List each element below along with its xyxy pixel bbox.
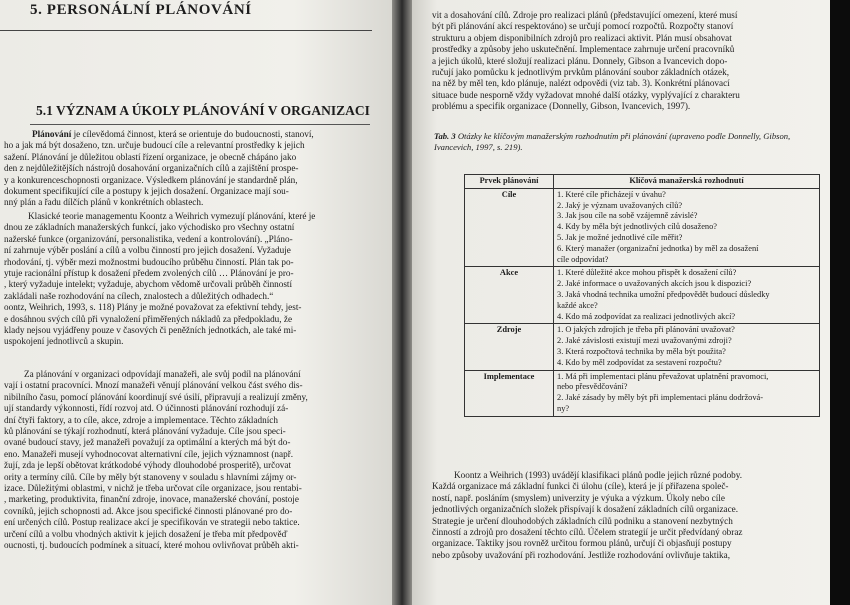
table-caption <box>434 131 814 153</box>
question: 3. Jak jsou cíle na sobě vzájemně závislé? <box>557 211 698 221</box>
question: 3. Jaká vhodná technika umožní předpovědět budoucí důsledky <box>557 289 770 299</box>
text-line: vit a dosahování cílů. Zdroje pro realizaci plánů (představující omezení, které musí <box>432 10 738 20</box>
text-line: klady nejsou vyjádřeny pouze v časových či peněžních jednotkách, ale také mi- <box>4 325 297 336</box>
text-line: zakládali naše rozhodování na cílech, znalostech a důležitých odhadech.“ <box>4 290 274 301</box>
text-line: Klasické teorie managementu Koontz a Weihrich vymezují plánování, které je <box>28 211 316 221</box>
text-line: covníků, jejich schopnosti ad. Akce jsou specifické činnosti plánované pro do- <box>4 505 293 516</box>
text-line: nný plán a řadu dílčích plánů v konkrétních oblastech. <box>4 197 204 208</box>
row-questions <box>554 188 820 267</box>
planning-questions-table <box>464 174 820 417</box>
text-line: Koontz a Weihrich (1993) uvádějí klasifikaci plánů podle jejich různé podoby. <box>454 470 743 480</box>
section-rule <box>30 124 370 125</box>
question: 4. Kdo má zodpovídat za realizaci jednotlivých akcí? <box>557 311 736 321</box>
text-line: dnou ze základních manažerských funkcí, jako východisko pro všechny ostatní <box>4 222 295 233</box>
text-line: , který vyžaduje intelekt; vyžaduje, abychom vědomě určovali průběh činností <box>4 279 293 290</box>
table-row <box>465 324 820 370</box>
left-page <box>0 0 392 605</box>
text-line: dokument specifikující cíle a postupy k jejich dosažení. Organizace mají sou- <box>4 186 289 197</box>
text-line: strukturu a objem disponibilních zdrojů pro realizaci aktivit. Plán musí obsahovat <box>432 32 732 43</box>
text-line: prostředky a způsoby jeho uskutečnění. Implementace zahrnuje určení pracovníků <box>432 44 735 55</box>
text-line: určení cílů a volbu vhodných aktivit k jejich dosažení je třeba mít předpověď <box>4 528 288 539</box>
question: 3. Která rozpočtová technika by měla být použita? <box>557 346 726 356</box>
chapter-rule <box>0 30 372 31</box>
row-element: Akce <box>465 267 554 324</box>
table-header-row <box>465 175 820 189</box>
text-line: y a konkurenceschopnosti organizace. Výsledkem plánování je standardně plán, <box>4 174 298 185</box>
text-line: , marketing, produktivita, finanční zdroje, inovace, manažerské chování, postoje <box>4 494 299 505</box>
text-line: být při plánování akcí respektováno) se určují pomocí rozpočtů. Rozpočty stanoví <box>432 21 734 32</box>
table-caption-label: Tab. 3 <box>434 131 456 141</box>
question: 6. Který manažer (organizační jednotka) by měl za dosažení <box>557 243 759 253</box>
text-line: sažení. Plánování je důležitou oblastí řízení organizace, je obecně chápáno jako <box>4 151 297 162</box>
question: nebo přesvědčování? <box>557 382 628 392</box>
question: cíle odpovídat? <box>557 254 609 264</box>
text-line: vají i ostatní pracovníci. Mnozí manažeři věnují plánování velkou část svého dis- <box>4 380 303 391</box>
row-element: Zdroje <box>465 324 554 370</box>
text-line: rhodování, tj. výběr mezi možnostmi budoucího průběhu činností. Plán tak po- <box>4 256 294 267</box>
text-line: ority a termíny cílů. Cíle by měly být stanoveny v souladu s hlavními zájmy or- <box>4 471 297 482</box>
question: 2. Jaké zásady by měly být při implementaci plánu dodržová- <box>557 393 764 403</box>
text-line: ení určených cílů. Postup realizace akcí je specifikován ve strategii nebo taktice. <box>4 517 300 528</box>
text-line: situace bude nesporně vždy vyžadovat mnohé další otázky, vyplývající z charakteru <box>432 89 740 100</box>
question: 1. Které cíle přicházejí v úvahu? <box>557 189 666 199</box>
text-line: žují, zda je lepší obětovat krátkodobé výhody dlouhodobé prosperitě), určovat <box>4 460 292 471</box>
question: 2. Jaký je význam uvažovaných cílů? <box>557 200 683 210</box>
table-header-element: Prvek plánování <box>465 175 554 189</box>
text-line: nebo způsoby uvažování při rozhodování. Jestliže rozhodování ovlivňuje taktika, <box>432 549 731 560</box>
text-line: nibilního času, pomocí plánování koordinují své úsilí, připravují a realizují změny, <box>4 391 308 402</box>
question: 4. Kdy by měla být jednotlivých cílů dosaženo? <box>557 222 718 232</box>
row-element: Cíle <box>465 188 554 267</box>
text-line: dní čtyři faktory, a to cíle, akce, zdroje a implementace. Těchto základních <box>4 414 278 425</box>
question: 1. Má při implementaci plánu převažovat uplatnění pravomoci, <box>557 371 769 381</box>
text-line: ho a jak má být dosaženo, tzn. určuje budoucí cíle a relevantní prostředky k jejich <box>4 140 305 151</box>
section-heading: 5.1 VÝZNAM A ÚKOLY PLÁNOVÁNÍ V ORGANIZACI <box>36 103 370 118</box>
text-line: organizace. Taktiky jsou rovněž určitou formou plánů, určují či objasňují postupy <box>432 538 732 549</box>
row-questions <box>554 267 820 324</box>
question: 5. Jak je možné jednotlivé cíle měřit? <box>557 232 683 242</box>
text-line: ní zahrnuje výběr poslání a cílů a volbu činností pro jejich dosažení. Vyžaduje <box>4 245 291 256</box>
chapter-heading: 5. PERSONÁLNÍ PLÁNOVÁNÍ <box>30 2 252 18</box>
text-line: činností a zdrojů pro dosažení těchto cílů. Účelem strategií je určit předvídaný obraz <box>432 527 743 538</box>
text-line: jednotlivých organizačních složek přispívají k dosažení základních cílů organizace. <box>432 504 739 515</box>
text-line: Plánování je cílevědomá činnost, která se orientuje do budoucnosti, stanoví, <box>32 129 314 139</box>
table-caption-text: Otázky ke klíčovým manažerským rozhodnutím při plánování (upraveno podle Donnelly, Gibson, Ivancevich, 1997, s. 219). <box>434 131 791 152</box>
intro-paragraph <box>432 10 820 113</box>
text-line: e dosáhnou svých cílů při vynaložení přiměřených nákladů za předpokladu, že <box>4 313 293 324</box>
row-questions <box>554 370 820 416</box>
question: 4. Kdo by měl zodpovídat za sestavení rozpočtu? <box>557 357 722 367</box>
question: ny? <box>557 403 570 413</box>
text-line: ují standardy výkonnosti, řídí rozvoj atd. O účinnosti plánování rozhodují zá- <box>4 403 289 414</box>
row-element: Implementace <box>465 370 554 416</box>
paragraph-3 <box>4 369 374 552</box>
table-header-decisions: Klíčová manažerská rozhodnutí <box>554 175 820 189</box>
table-row <box>465 370 820 416</box>
question: 1. O jakých zdrojích je třeba při plánování uvažovat? <box>557 325 735 335</box>
text-line: Strategie je určení dlouhodobých základních cílů podniku a stanovení nezbytných <box>432 515 733 526</box>
right-page <box>412 0 830 605</box>
text-line: ností, např. posláním (smyslem) univerzity je výuka a výzkum. Úkoly nebo cíle <box>432 492 725 503</box>
text-line: Za plánování v organizaci odpovídají manažeři, ale svůj podíl na plánování <box>24 369 301 379</box>
text-line: oontz, Weihrich, 1993, s. 118) Plány je možné považovat za efektivní tehdy, jest- <box>4 302 302 313</box>
closing-paragraph <box>432 470 820 561</box>
text-line: na něž by měl ten, kdo plánuje, nalézt odpovědi (viz tab. 3). Konkrétní plánovací <box>432 78 730 89</box>
question: 1. Které důležité akce mohou přispět k dosažení cílů? <box>557 268 737 278</box>
table-row <box>465 267 820 324</box>
text-line: ované budoucí stavy, jež manažeři považují za optimální a kterých má být do- <box>4 437 291 448</box>
text-line: den z nejdůležitějších nástrojů dosahování organizačních cílů a zajištění prospe- <box>4 163 299 174</box>
question: 2. Jaké informace o uvažovaných akcích jsou k dispozici? <box>557 279 752 289</box>
bold-term: Plánování <box>32 129 72 139</box>
text-line: oucnosti, tj. budoucích podmínek a situací, které mohou ovlivňovat průběh akti- <box>4 540 299 551</box>
table-row <box>465 188 820 267</box>
row-questions <box>554 324 820 370</box>
text-line: problému a specifik organizace (Donnelly, Gibson, Ivancevich, 1997). <box>432 101 691 112</box>
text-line: ručují jako pomůcku k jednotlivým prvkům plánování soubor základních otázek, <box>432 67 729 78</box>
text-line: a jejich úkolů, které složují realizaci plánu. Donnely, Gibson a Ivancevich dopo- <box>432 55 728 66</box>
text-line: ytuje racionální přístup k dosažení předem zvolených cílů … Plánování je pro- <box>4 268 294 279</box>
text-line: eno. Manažeři musejí vyhodnocovat alternativní cíle, jejich významnost (např. <box>4 448 294 459</box>
book-gutter <box>392 0 412 605</box>
text-line: nažerské funkce (organizování, personalistika, vedení a kontrolování). „Pláno- <box>4 233 293 244</box>
paragraph-2 <box>4 211 374 348</box>
text-line: Každá organizace má základní funkci či úlohu (cíle), která je jí přiřazena společ- <box>432 481 729 492</box>
text-line: izace. Důležitými oblastmi, v nichž je třeba určovat cíle organizace, jsou rentabi- <box>4 483 302 494</box>
paragraph-1 <box>4 129 374 209</box>
question: každé akce? <box>557 300 598 310</box>
question: 2. Jaké závislosti existují mezi uvažovanými zdroji? <box>557 336 732 346</box>
text-line: uspokojení jednotlivců a skupin. <box>4 336 124 347</box>
text-line: ků plánování se týkají rozhodnutí, která plánování vyžaduje. Cíle jsou speci- <box>4 426 286 437</box>
